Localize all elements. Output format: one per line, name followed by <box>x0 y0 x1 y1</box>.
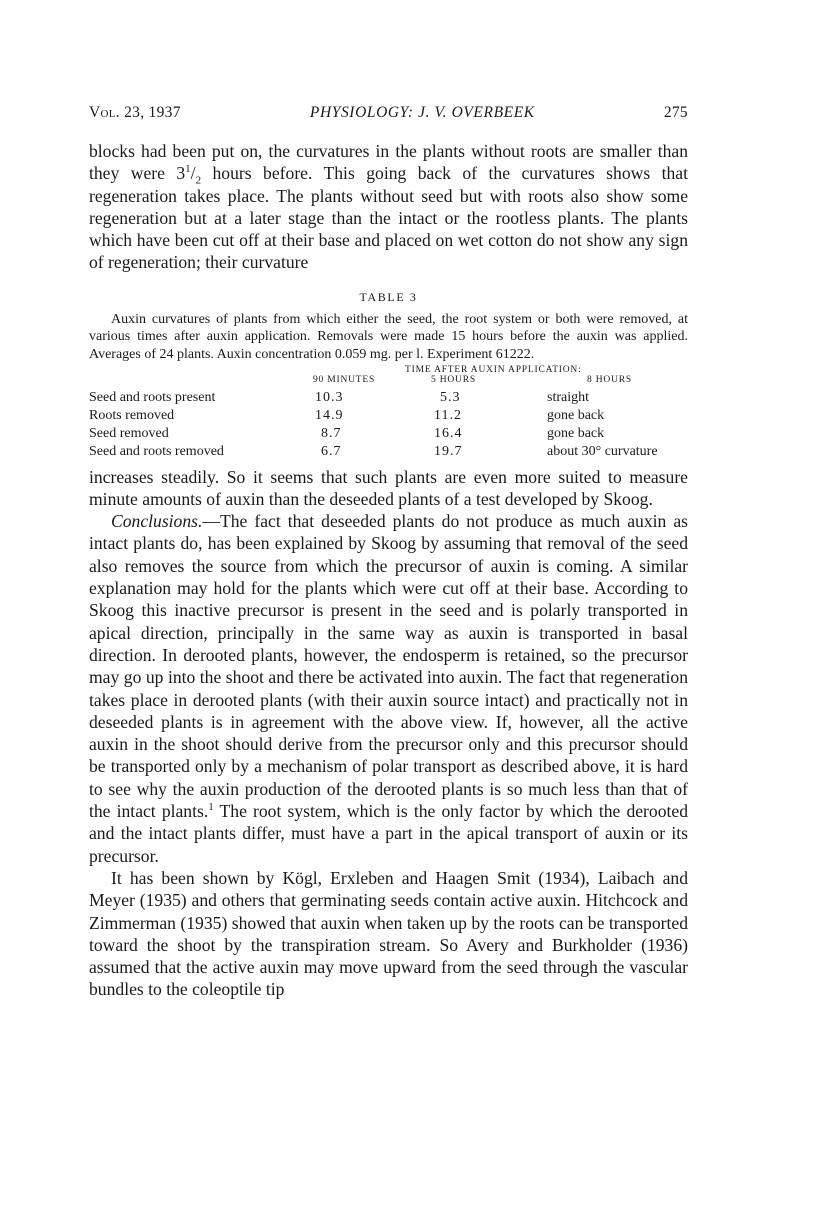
table-group-header: TIME AFTER AUXIN APPLICATION: <box>405 364 582 375</box>
page-number: 275 <box>663 104 688 121</box>
section-heading-conclusions: Conclusions. <box>111 511 203 532</box>
value-8-hours: gone back <box>547 425 605 441</box>
fraction-numerator: 1 <box>185 163 191 176</box>
value-90-minutes: 10.3 <box>315 389 344 405</box>
column-header-8-hours: 8 HOURS <box>587 374 632 385</box>
table-caption: Auxin curvatures of plants from which either the seed, the root system or both were removed, at various times after auxin application. Removals were made 15 hours before the auxin was applied. Averages of 24 plants. Auxin concentration 0.059 mg. per l. Experiment 61222. <box>89 311 688 362</box>
data-table <box>89 364 688 462</box>
conclusions-text: —The fact that deseeded plants do not produce as much auxin as intact plants do, has been explained by Skoog by assuming that removal of the seed also removes the source from which the precursor of auxin is coming. A similar explanation may hold for the plants which were cut off at their base. According to Skoog this inactive precursor is present in the seed and is polarly transported in apical direction, principally in the same way as auxin is transported in basal direction. In derooted plants, however, the endosperm is retained, so the precursor may go up into the shoot and there be activated into auxin. The fact that regeneration takes place in derooted plants (with their auxin source intact) and practically not in deseeded plants is in agreement with the above view. If, however, all the active auxin in the shoot should derive from the precursor only and this precursor should be transported only by a mechanism of polar transport as described above, it is hard to see why the auxin production of the derooted plants is so much less than that of the intact plants. <box>89 511 688 822</box>
column-header-90-minutes: 90 MINUTES <box>313 374 376 385</box>
row-label: Seed and roots present <box>89 389 216 405</box>
column-header-5-hours: 5 HOURS <box>431 374 476 385</box>
page <box>89 104 688 1001</box>
value-5-hours: 16.4 <box>434 425 463 441</box>
paragraph-text-a: blocks had been put on, the curvatures in the plants without roots are smaller than they were 3 <box>89 141 688 184</box>
row-label: Seed removed <box>89 425 169 441</box>
paragraph-germinating-seeds: It has been shown by Kögl, Erxleben and Haagen Smit (1934), Laibach and Meyer (1935) and others that germinating seeds contain active auxin. Hitchcock and Zimmerman (1935) showed that auxin when taken up by the roots can be transported toward the shoot by the transpiration stream. So Avery and Burkholder (1936) assumed that the active auxin may move upward from the seed through the vascular bundles to the coleoptile tip <box>89 867 688 1000</box>
value-5-hours: 11.2 <box>434 407 462 423</box>
paragraph-regeneration: blocks had been put on, the curvatures in the plants without roots are smaller than they were $3^1/_2$ hours before. This going back of the curvatures shows that regeneration takes place. The plants without seed but with roots also show some regeneration but at a later stage than the intact or the rootless plants. The plants which have been cut off at their base and placed on wet cotton do not show any sign of regeneration; their curvature <box>89 141 688 273</box>
value-5-hours: 19.7 <box>434 443 463 459</box>
value-8-hours: about 30° curvature <box>547 443 658 459</box>
row-label: Seed and roots removed <box>89 443 224 459</box>
paragraph-text-b: hours before. This going back of the curvatures shows that regeneration takes place. The plants without seed but with roots also show some regeneration but at a later stage than the intact or the rootless plants. The plants which have been cut off at their base and placed on wet cotton do not show any sign of regeneration; their curvature <box>89 163 688 273</box>
volume-info: Vol. 23, 1937 <box>89 104 181 121</box>
paragraph-conclusions <box>89 510 688 867</box>
footnote-ref: 1 <box>208 801 214 814</box>
value-90-minutes: 8.7 <box>321 425 342 441</box>
fraction-denominator: 2 <box>195 174 202 187</box>
value-8-hours: straight <box>547 389 589 405</box>
conclusions-text-tail: The root system, which is the only factor by which the derooted and the intact plants differ, must have a part in the apical transport of auxin or its precursor. <box>89 801 689 866</box>
running-title: PHYSIOLOGY: J. V. OVERBEEK <box>309 104 535 121</box>
value-5-hours: 5.3 <box>440 389 461 405</box>
row-label: Roots removed <box>89 407 175 423</box>
paragraph-steady-increase: increases steadily. So it seems that such plants are even more suited to measure minute amounts of auxin than the deseeded plants of a test developed by Skoog. <box>89 466 688 509</box>
value-8-hours: gone back <box>547 407 605 423</box>
running-head <box>89 104 688 126</box>
value-90-minutes: 6.7 <box>321 443 342 459</box>
table-label: TABLE 3 <box>359 289 418 304</box>
value-90-minutes: 14.9 <box>315 407 344 423</box>
